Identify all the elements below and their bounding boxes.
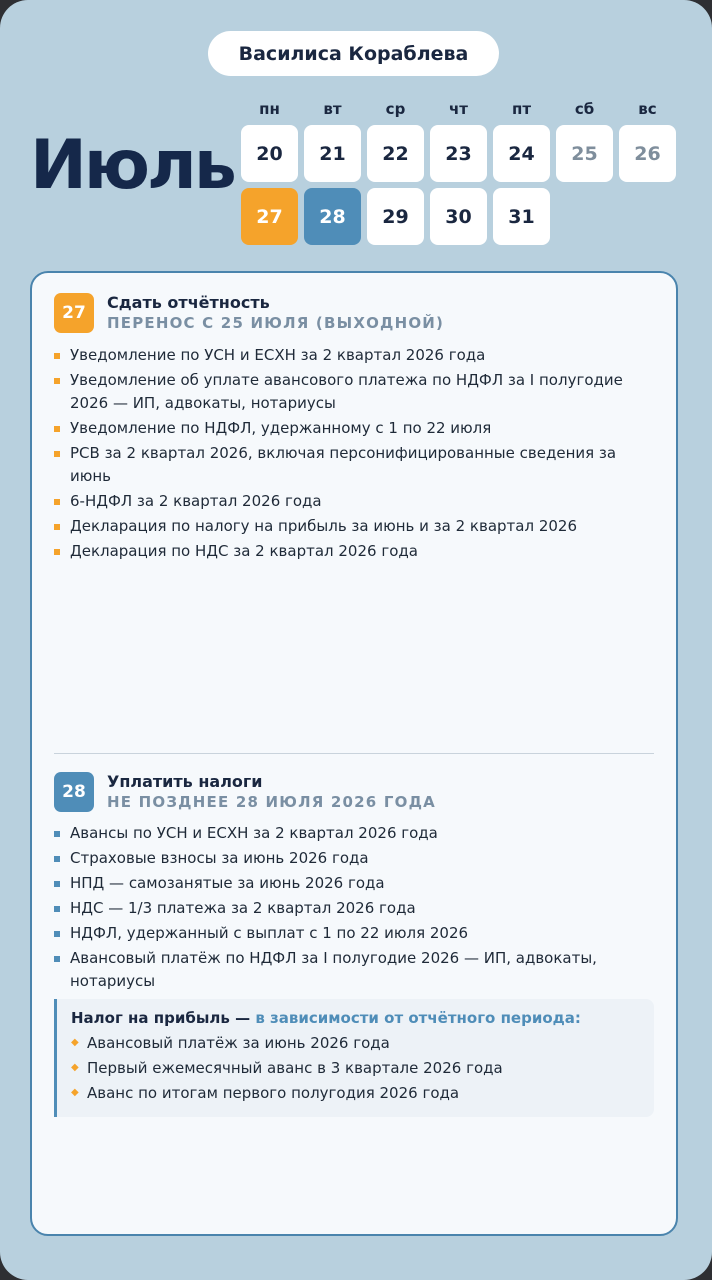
user-name-pill[interactable] <box>208 31 499 76</box>
bullet-icon <box>54 549 60 555</box>
bullet-icon <box>54 831 60 837</box>
list-item: Авансы по УСН и ЕСХН за 2 квартал 2026 года <box>54 822 654 845</box>
bullet-icon <box>54 931 60 937</box>
list-item: Уведомление по УСН и ЕСХН за 2 квартал 2026 года <box>54 344 654 367</box>
pay-list <box>54 822 654 995</box>
weekday-header <box>241 100 676 118</box>
day-cell[interactable]: 21 <box>304 125 361 182</box>
bullet-icon <box>54 378 60 384</box>
weekday-label: ср <box>385 100 406 118</box>
bullet-icon <box>54 353 60 359</box>
weekday-label: пн <box>259 100 280 118</box>
day-cell-payment-deadline[interactable]: 28 <box>304 188 361 245</box>
pay-section-subtitle: НЕ ПОЗДНЕЕ 28 ИЮЛЯ 2026 ГОДА <box>107 793 436 811</box>
list-item: ◆ Аванс по итогам первого полугодия 2026 года <box>71 1084 460 1102</box>
report-date-badge: 27 <box>54 293 94 333</box>
day-cell-weekend[interactable]: 25 <box>556 125 613 182</box>
day-cell[interactable]: 23 <box>430 125 487 182</box>
day-cell[interactable]: 30 <box>430 188 487 245</box>
weekday-label: вс <box>638 100 657 118</box>
bullet-icon <box>54 451 60 457</box>
bullet-icon <box>54 881 60 887</box>
weekday-label: сб <box>574 100 595 118</box>
list-item: Декларация по налогу на прибыль за июнь и за 2 квартал 2026 <box>54 515 654 538</box>
list-item: Уведомление по НДФЛ, удержанному с 1 по 22 июля <box>54 417 654 440</box>
bullet-icon <box>54 856 60 862</box>
report-section-header <box>54 293 444 334</box>
day-cell[interactable]: 24 <box>493 125 550 182</box>
list-item: Декларация по НДС за 2 квартал 2026 года <box>54 540 654 563</box>
list-item: 6-НДФЛ за 2 квартал 2026 года <box>54 490 654 513</box>
weekday-label: вт <box>323 100 342 118</box>
day-cell-report-deadline[interactable]: 27 <box>241 188 298 245</box>
user-name: Василиса Кораблева <box>238 42 469 65</box>
report-section-subtitle: ПЕРЕНОС С 25 ИЮЛЯ (ВЫХОДНОЙ) <box>107 314 445 332</box>
day-cell[interactable]: 20 <box>241 125 298 182</box>
day-cell[interactable]: 22 <box>367 125 424 182</box>
day-cell[interactable]: 31 <box>493 188 550 245</box>
deadlines-card <box>30 271 678 1236</box>
profit-tax-accent: в зависимости от отчётного периода: <box>255 1009 581 1027</box>
report-list <box>54 344 654 565</box>
pay-date-badge: 28 <box>54 772 94 812</box>
weekday-label: пт <box>511 100 532 118</box>
list-item: Страховые взносы за июнь 2026 года <box>54 847 654 870</box>
list-item: Уведомление об уплате авансового платежа по НДФЛ за I полугодие 2026 — ИП, адвокаты, нотариусы <box>54 369 654 415</box>
diamond-bullet-icon: ◆ <box>71 1087 79 1098</box>
bullet-icon <box>54 499 60 505</box>
list-item: РСВ за 2 квартал 2026, включая персонифицированные сведения за июнь <box>54 442 654 488</box>
pay-section-title: Уплатить налоги <box>107 772 263 791</box>
profit-tax-list <box>71 1032 654 1105</box>
diamond-bullet-icon: ◆ <box>71 1062 79 1073</box>
calendar-grid <box>241 125 676 245</box>
day-cell-weekend[interactable]: 26 <box>619 125 676 182</box>
day-cell[interactable]: 29 <box>367 188 424 245</box>
bullet-icon <box>54 524 60 530</box>
list-item: НПД — самозанятые за июнь 2026 года <box>54 872 654 895</box>
diamond-bullet-icon: ◆ <box>71 1037 79 1048</box>
bullet-icon <box>54 426 60 432</box>
list-item: НДС — 1/3 платежа за 2 квартал 2026 года <box>54 897 654 920</box>
report-section-title: Сдать отчётность <box>107 293 270 312</box>
bullet-icon <box>54 906 60 912</box>
list-item: Авансовый платёж по НДФЛ за I полугодие 2026 — ИП, адвокаты, нотариусы <box>54 947 654 993</box>
bullet-icon <box>54 956 60 962</box>
profit-tax-box <box>54 999 654 1117</box>
pay-section-header <box>54 772 436 813</box>
month-title: Июль <box>30 126 234 205</box>
profit-tax-title: Налог на прибыль — в зависимости от отчётного периода: <box>71 1009 581 1027</box>
list-item: НДФЛ, удержанный с выплат с 1 по 22 июля 2026 <box>54 922 654 945</box>
weekday-label: чт <box>449 100 468 118</box>
list-item: ◆ Первый ежемесячный аванс в 3 квартале 2026 года <box>71 1059 503 1077</box>
section-divider <box>54 753 654 754</box>
list-item: ◆ Авансовый платёж за июнь 2026 года <box>71 1034 390 1052</box>
